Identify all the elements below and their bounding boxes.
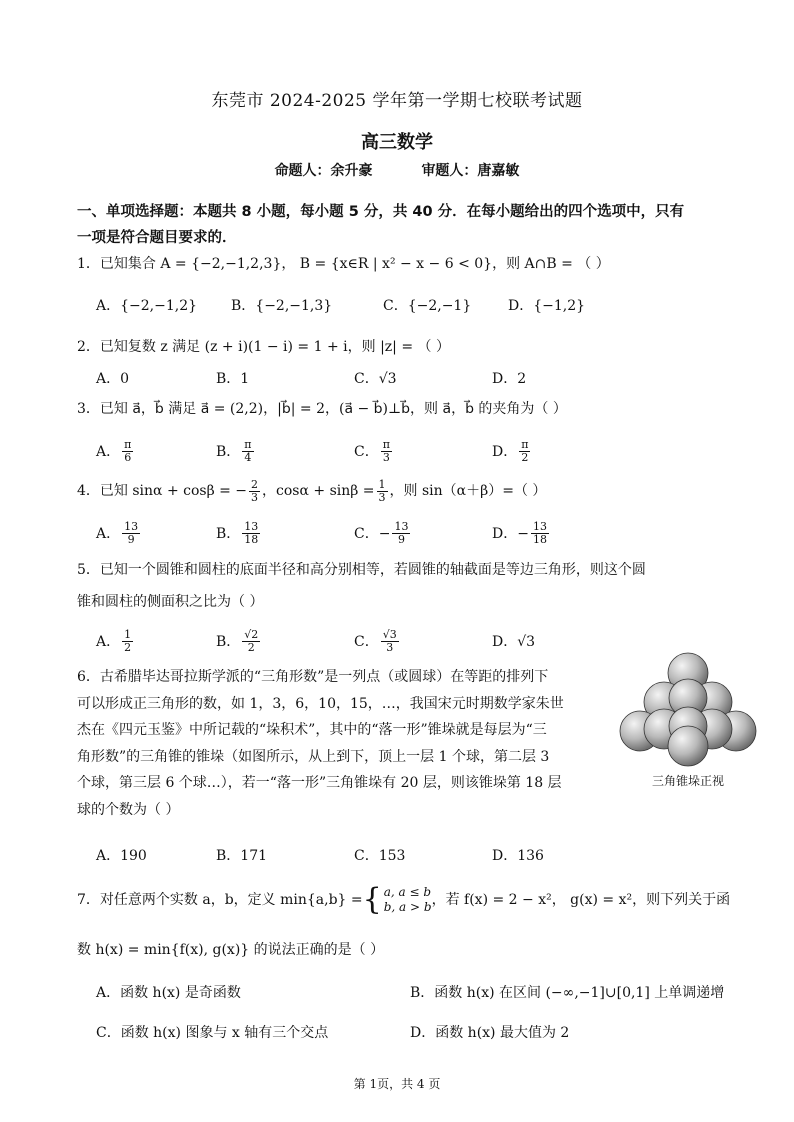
figure-caption: 三角锥垛正视 xyxy=(651,774,724,788)
q4-option-a[interactable] xyxy=(96,516,142,550)
q4-option-c[interactable] xyxy=(354,516,412,550)
sphere-stack-figure xyxy=(618,650,758,770)
q4-option-d-fraction: $\frac{13}{18}$ xyxy=(532,519,547,546)
question-1-stem: 1．已知集合 A = {−2,−1,2,3}， B = {x∈R | x² − x − 6 < 0}，则 A∩B = （ ） xyxy=(77,256,610,272)
q4-option-b[interactable] xyxy=(216,516,262,550)
q4-stem-fraction-2: $\frac{1}{3}$ xyxy=(378,477,386,504)
q6-line-1: 6．古希腊毕达哥拉斯学派的“三角形数”是一列点（或圆球）在等距的排列下 xyxy=(77,669,549,685)
q2-option-d[interactable]: D．2 xyxy=(492,371,527,387)
q7-case-1: a, a ≤ b xyxy=(383,885,432,899)
q4-option-b-fraction: $\frac{13}{18}$ xyxy=(244,519,259,546)
q6-line-3: 杰在《四元玉鉴》中所记载的“垛积术”，其中的“落一形”锥垛就是每层为“三 xyxy=(77,722,547,738)
section-heading xyxy=(77,199,727,251)
q4-stem-fraction-1: $\frac{2}{3}$ xyxy=(251,477,259,504)
q7-stem-part-b: ，若 f(x) = 2 − x²， g(x) = x²，则下列关于函 xyxy=(431,892,731,908)
q6-option-c[interactable]: C．153 xyxy=(354,848,406,864)
q3-option-a-fraction: $\frac{\pi}{6}$ xyxy=(124,437,132,464)
q3-option-b-fraction: $\frac{\pi}{4}$ xyxy=(244,437,252,464)
q5-option-a-fraction: $\frac{1}{2}$ xyxy=(124,627,132,654)
q4-option-d[interactable] xyxy=(492,516,551,550)
q7-option-c[interactable]: C．函数 h(x) 图象与 x 轴有三个交点 xyxy=(96,1025,329,1041)
q5-option-b-fraction: $\frac{√2}{2}$ xyxy=(244,627,259,654)
question-5-stem-line-1: 5．已知一个圆锥和圆柱的底面半径和高分别相等，若圆锥的轴截面是等边三角形，则这个圆 xyxy=(77,562,646,578)
section-heading-line-2: 一项是符合题目要求的． xyxy=(77,230,237,246)
q5-option-c[interactable] xyxy=(354,624,401,658)
q4-option-a-label: A． xyxy=(96,526,121,542)
q4-stem-part-a: 4．已知 sinα + cosβ = − xyxy=(77,483,248,499)
q6-line-5: 个球，第三层 6 个球…），若一“落一形”三角锥垛有 20 层，则该锥垛第 18 层 xyxy=(77,775,562,791)
q5-option-d[interactable]: D．√3 xyxy=(492,634,536,650)
q6-option-a[interactable]: A．190 xyxy=(96,848,147,864)
q6-line-2: 可以形成正三角形的数，如 1，3，6，10，15，…，我国宋元时期数学家朱世 xyxy=(77,695,564,712)
question-5-stem-line-2: 锥和圆柱的侧面积之比为（ ） xyxy=(77,594,264,610)
q1-option-a[interactable]: A．{−2,−1,2} xyxy=(96,298,198,314)
page-number: 第 1页，共 4 页 xyxy=(353,1077,441,1091)
section-heading-line-1: 一、单项选择题：本题共 8 小题，每小题 5 分，共 40 分．在每小题给出的四个选项中，只有 xyxy=(77,204,685,220)
q4-option-c-fraction: $\frac{13}{9}$ xyxy=(394,519,409,546)
q7-option-b[interactable]: B．函数 h(x) 在区间 (−∞,−1]∪[0,1] 上单调递增 xyxy=(410,985,725,1001)
question-2-options xyxy=(96,361,716,395)
q7-stem-part-a: 7．对任意两个实数 a，b，定义 min{a,b} = xyxy=(77,892,363,908)
question-1-options xyxy=(96,288,716,322)
q2-option-a[interactable]: A．0 xyxy=(96,371,130,387)
question-6-options xyxy=(96,838,716,872)
q2-option-c[interactable]: C．√3 xyxy=(354,371,397,387)
question-3-options xyxy=(96,434,716,468)
sphere xyxy=(668,726,708,766)
q4-stem-part-b: ，cosα + sinβ = xyxy=(262,483,375,499)
q3-option-d-fraction: $\frac{\pi}{2}$ xyxy=(521,437,529,464)
q3-option-d[interactable] xyxy=(492,434,532,468)
q6-option-d[interactable]: D．136 xyxy=(492,848,544,864)
q5-option-b-label: B． xyxy=(216,634,241,650)
q5-option-c-fraction: $\frac{√3}{3}$ xyxy=(382,627,397,654)
exam-title: 东莞市 2024-2025 学年第一学期七校联考试题 xyxy=(211,91,583,111)
q7-case-2: b, a > b xyxy=(383,900,432,914)
q6-option-b[interactable]: B．171 xyxy=(216,848,268,864)
q2-option-b[interactable]: B．1 xyxy=(216,371,250,387)
q7-piecewise-definition xyxy=(362,882,432,917)
q6-line-4: 角形数”的三角锥的锥垛（如图所示，从上到下，顶上一层 1 个球，第二层 3 xyxy=(77,748,550,765)
question-7-stem-line-1 xyxy=(77,880,730,920)
q3-option-a[interactable] xyxy=(96,434,135,468)
question-7-stem-line-2: 数 h(x) = min{f(x), g(x)} 的说法正确的是（ ） xyxy=(77,942,385,958)
authors-line xyxy=(0,160,794,180)
q3-option-a-label: A． xyxy=(96,444,121,460)
question-4-stem xyxy=(77,476,546,506)
question-2-stem: 2．已知复数 z 满足 (z + i)(1 − i) = 1 + i，则 |z| = （ ） xyxy=(77,339,450,355)
q7-option-d[interactable]: D．函数 h(x) 最大值为 2 xyxy=(410,1025,570,1041)
q6-line-6: 球的个数为（ ） xyxy=(77,801,180,818)
question-3-stem: 3．已知 a⃗，b⃗ 满足 a⃗ = (2,2)，|b⃗| = 2，(a⃗ − b⃗)⊥b⃗，则 a⃗，b⃗ 的夹角为（ ） xyxy=(77,401,567,417)
q4-option-b-label: B． xyxy=(216,526,241,542)
author-name: 命题人：余升豪 xyxy=(274,163,373,179)
q4-option-d-label: D．− xyxy=(492,526,529,542)
q5-option-a-label: A． xyxy=(96,634,121,650)
question-6-stem xyxy=(77,664,617,823)
q3-option-b[interactable] xyxy=(216,434,256,468)
q3-option-b-label: B． xyxy=(216,444,241,460)
q1-option-d[interactable]: D．{−1,2} xyxy=(508,298,586,314)
q3-option-c-fraction: $\frac{\pi}{3}$ xyxy=(382,437,390,464)
q5-option-b[interactable] xyxy=(216,624,262,658)
q4-stem-part-c: ，则 sin（α＋β）=（ ） xyxy=(389,483,547,499)
q1-option-b[interactable]: B．{−2,−1,3} xyxy=(231,298,333,314)
question-4-options xyxy=(96,516,716,550)
subject-title: 高三数学 xyxy=(361,132,433,153)
q5-option-a[interactable] xyxy=(96,624,135,658)
q5-option-c-label: C． xyxy=(354,634,379,650)
q1-option-c[interactable]: C．{−2,−1} xyxy=(383,298,472,314)
q4-option-c-label: C．− xyxy=(354,526,391,542)
brace-icon: { xyxy=(362,882,382,917)
q3-option-d-label: D． xyxy=(492,444,518,460)
reviewer-name: 审题人：唐嘉敏 xyxy=(421,163,520,179)
q4-option-a-fraction: $\frac{13}{9}$ xyxy=(124,519,139,546)
q3-option-c-label: C． xyxy=(354,444,379,460)
q3-option-c[interactable] xyxy=(354,434,394,468)
q7-option-a[interactable]: A．函数 h(x) 是奇函数 xyxy=(96,985,241,1001)
